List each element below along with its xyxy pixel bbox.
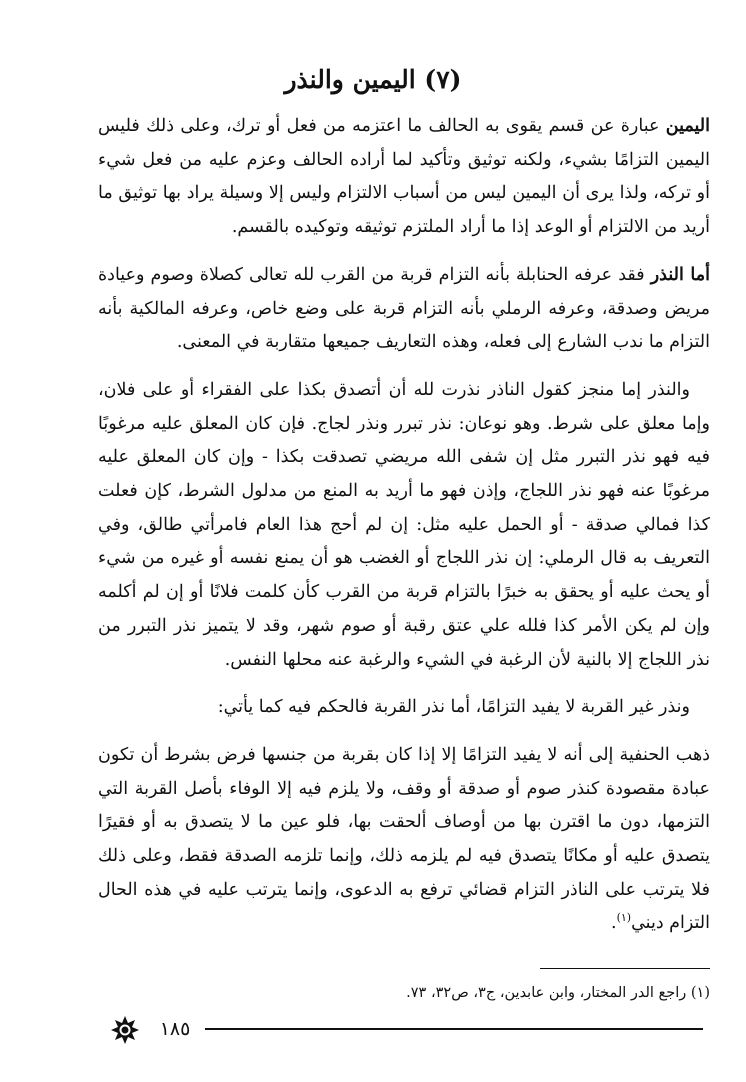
body-text [98, 110, 710, 955]
footnote-ref[interactable]: (١) [616, 911, 632, 925]
paragraph-nadhr-types [98, 374, 710, 677]
paragraph-text: والنذر إما منجز كقول الناذر نذرت لله أن أتصدق بكذا على الفقراء أو على فلان، وإما معلق على شرط. وهو نوعان: نذر تبرر ونذر لجاج. فإن كان المعلق عليه مرغوبًا فيه فهو نذر التبرر مثل إن شفى الله مريضي تصدقت بكذا - وإن كان المعلق عليه مرغوبًا عنه فهو نذر اللجاج، وإذن فهو ما أريد به المنع من مدلول الشرط، كإن فعلت كذا فمالي صدقة - أو الحمل عليه مثل: إن لم أحج هذا العام فامرأتي طالق، وفي التعريف به قال الرملي: إن نذر اللجاج أو الغضب هو أن يمنع نفسه أو غيره من شيء أو يحث عليه أو يحقق به خبرًا بالتزام قربة من القرب كأن كلمت فلانًا أو إن لم أكلمه وإن لم يكن الأمر كذا فلله علي عتق رقبة أو صوم شهر، وقد لا يتميز نذر التبرر من نذر اللجاج إلا بالنية لأن الرغبة في الشيء والرغبة عنه محلها النفس. [98, 379, 710, 670]
paragraph-yamin [98, 110, 710, 245]
page-footer [0, 1012, 746, 1046]
star-ornament-icon [110, 1015, 140, 1045]
paragraph-text: فقد عرفه الحنابلة بأنه التزام قربة من القرب لله تعالى كصلاة وصوم وعيادة مريض وصدقة، وعرفه الرملي بأنه التزام قربة على وضع خاص، وعرفه المالكية بأنه التزام ما ندب الشارع إلى فعله، وهذه التعاريف جميعها متقاربة في المعنى. [98, 264, 710, 353]
paragraph-nadhr-ruling-intro [98, 691, 710, 725]
paragraph-hanafi-view [98, 739, 710, 941]
paragraph-lead: أما النذر [650, 264, 710, 285]
paragraph-text: عبارة عن قسم يقوى به الحالف ما اعتزمه من فعل أو ترك، وعلى ذلك فليس اليمين التزامًا بشيء، ولكنه توثيق وتأكيد لما أراده الحالف وعزم عليه من فعل شيء أو تركه، ولذا يرى أن اليمين ليس من أسباب الالتزام وليس إلا وسيلة يراد بها توثيق ما أريد من الالتزام أو الوعد إذا ما أراد الملتزم توثيقه وتوكيده بالقسم. [98, 116, 710, 238]
paragraph-text: ونذر غير القربة لا يفيد التزامًا، أما نذر القربة فالحكم فيه كما يأتي: [217, 697, 690, 718]
section-title: (٧) اليمين والنذر [284, 65, 462, 94]
footnote-separator [540, 968, 710, 969]
footnote: (١) راجع الدر المختار، وابن عابدين، ج٣، ص٣٢، ٧٣. [406, 985, 710, 1001]
paragraph-text: ذهب الحنفية إلى أنه لا يفيد التزامًا إلا إذا كان بقربة من جنسها فرض بشرط أن تكون عبادة مقصودة كنذر صوم أو صدقة أو وقف، ولا يلزم فيه إلا الوفاء بأصل القربة التي التزمها، دون ما اقترن بها من أوصاف ألحقت بها، فلو عين ما لا يتصدق به أو فقيرًا يتصدق عليه أو مكانًا يتصدق فيه لم يلزمه ذلك، وإنما تلزمه الصدقة فقط، وعلى ذلك فلا يترتب على الناذر التزام قضائي ترفع به الدعوى، وإنما يترتب عليه في هذه الحال التزام ديني [98, 744, 710, 934]
paragraph-tail: . [610, 913, 617, 934]
footer-rule [205, 1028, 703, 1030]
paragraph-nadhr-definition [98, 259, 710, 360]
page-number: ١٨٥ [159, 1018, 191, 1040]
paragraph-lead: اليمين [665, 116, 710, 136]
